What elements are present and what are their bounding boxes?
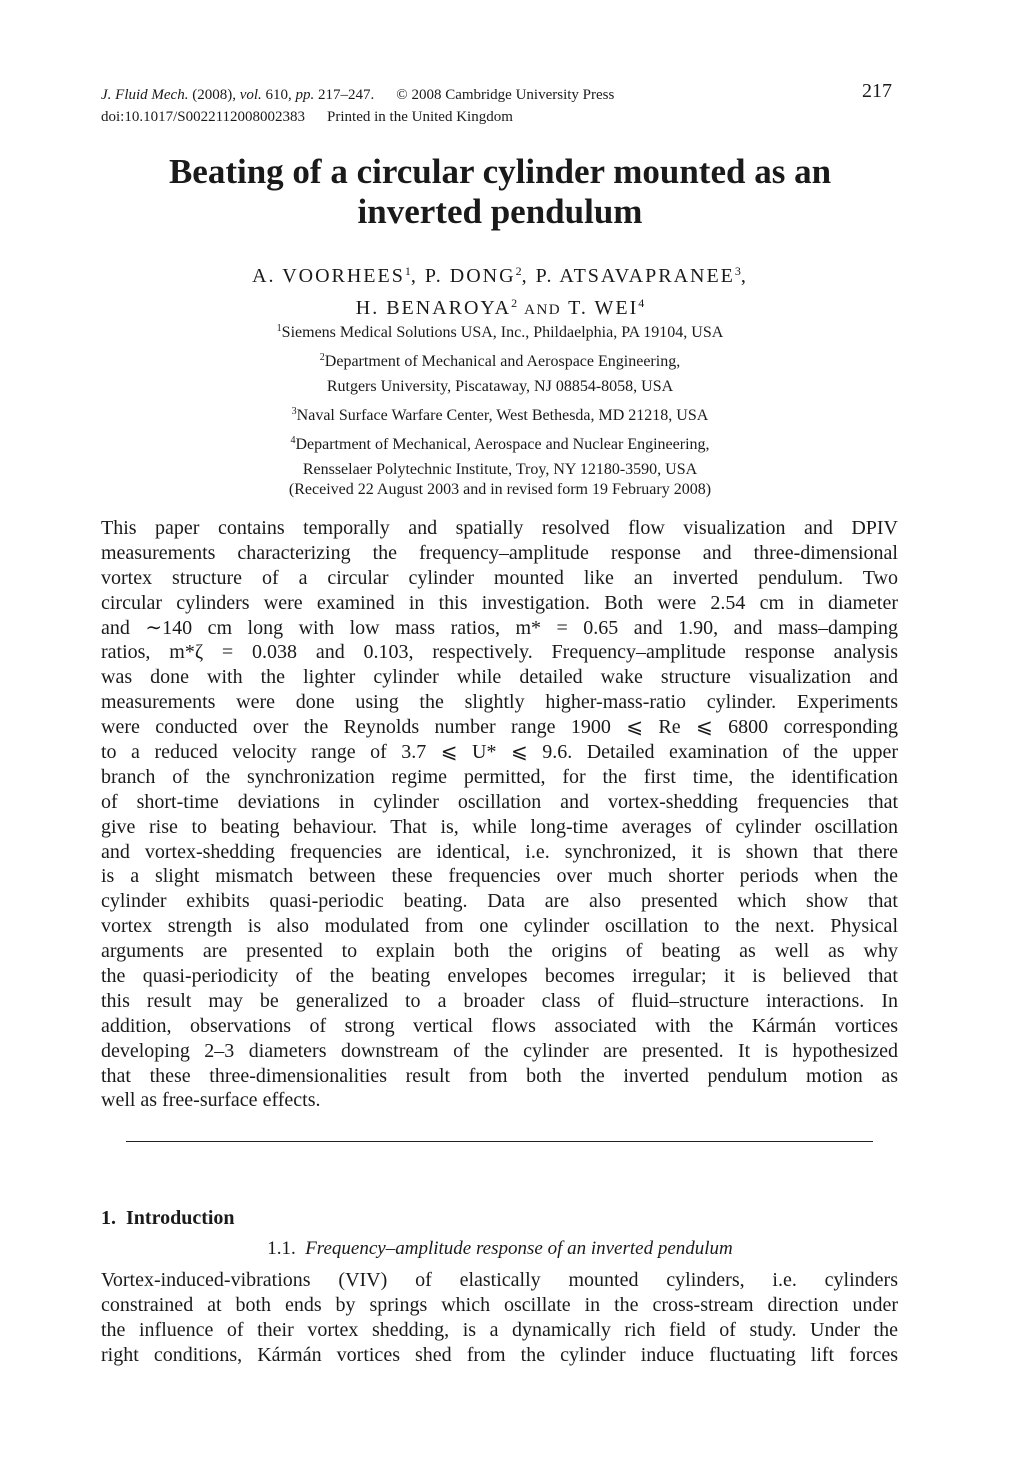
affiliation-line [101, 374, 899, 399]
author-line-1 [101, 258, 899, 290]
author-benaroya: H. BENAROYA [355, 297, 512, 319]
affil-mark: 3 [291, 406, 297, 417]
author-affil-mark: 1 [404, 264, 411, 278]
author-affil-mark: 4 [638, 296, 645, 310]
title-line-2: inverted pendulum [357, 192, 643, 231]
paper-title [101, 152, 899, 232]
author-list [101, 258, 899, 324]
author-atsavapranee: , P. ATSAVAPRANEE [521, 265, 735, 287]
abstract-line: ratios, m*ζ = 0.038 and 0.103, respectively. Frequency–amplitude response analysis [101, 641, 898, 664]
printed-notice: Printed in the United Kingdom [327, 109, 513, 125]
subsection-number: 1.1. [267, 1238, 296, 1259]
intro-line: right conditions, Kármán vortices shed from the cylinder induce fluctuating lift forces [101, 1343, 898, 1366]
affil-mark: 2 [319, 352, 325, 363]
intro-line: the influence of their vortex shedding, is a dynamically rich field of study. Under the [101, 1318, 898, 1341]
affil-text: Rutgers University, Piscataway, NJ 08854-8058, USA [326, 378, 674, 395]
abstract-line: addition, observations of strong vertical flows associated with the Kármán vortices [101, 1014, 898, 1037]
abstract-line: arguments are presented to explain both the origins of beating as well as why [101, 940, 898, 963]
author-affil-mark: 2 [511, 296, 518, 310]
abstract-line: vortex structure of a circular cylinder mounted like an inverted pendulum. Two [101, 566, 898, 589]
abstract-line: this result may be generalized to a broader class of fluid–structure interactions. In [101, 989, 898, 1012]
running-header [101, 84, 899, 128]
doi-line [101, 106, 899, 128]
abstract-line: developing 2–3 diameters downstream of the cylinder are presented. It is hypothesized [101, 1039, 898, 1062]
abstract-line: and ∼140 cm long with low mass ratios, m* = 0.65 and 1.90, and mass–damping [101, 616, 898, 639]
abstract-line: branch of the synchronization regime permitted, for the first time, the identification [101, 765, 898, 788]
volume-label: vol. [239, 87, 262, 103]
author-separator: , [740, 265, 748, 287]
affil-text: Rensselaer Polytechnic Institute, Troy, NY 12180-3590, USA [302, 461, 698, 478]
affil-mark: 4 [290, 435, 296, 446]
affil-mark: 1 [276, 323, 282, 334]
abstract-line: were conducted over the Reynolds number range 1900 ⩽ Re ⩽ 6800 corresponding [101, 716, 898, 739]
page-range: 217–247. [318, 87, 375, 103]
section-heading [101, 1206, 235, 1230]
section-number: 1. [101, 1207, 116, 1229]
page-number: 217 [862, 80, 892, 102]
affiliation-line [101, 399, 899, 428]
abstract-line: well as free-surface effects. [101, 1089, 321, 1112]
abstract-line: the quasi-periodicity of the beating envelopes becomes irregular; it is believed that [101, 965, 898, 988]
received-dates: (Received 22 August 2003 and in revised form 19 February 2008) [288, 481, 712, 498]
subsection-heading [101, 1237, 899, 1261]
title-line-1: Beating of a circular cylinder mounted as an [168, 152, 832, 191]
abstract-divider [126, 1141, 873, 1142]
abstract-line: measurements were done using the slightly higher-mass-ratio cylinder. Experiments [101, 691, 898, 714]
intro-line: constrained at both ends by springs which oscillate in the cross-stream direction under [101, 1293, 898, 1316]
section-title: Introduction [126, 1207, 235, 1229]
author-dong: , P. DONG [410, 265, 516, 287]
intro-line: Vortex-induced-vibrations (VIV) of elastically mounted cylinders, i.e. cylinders [101, 1269, 898, 1291]
doi: doi:10.1017/S0022112008002383 [101, 109, 306, 125]
abstract-line: give rise to beating behaviour. That is, while long-time averages of cylinder oscillation [101, 815, 898, 838]
abstract-line: vortex strength is also modulated from one cylinder oscillation to the next. Physical [101, 915, 898, 938]
affiliation-line [101, 428, 899, 457]
abstract [101, 516, 898, 1113]
abstract-line: was done with the lighter cylinder while detailed wake structure visualization and [101, 666, 898, 689]
citation-line [101, 84, 899, 106]
journal-year: (2008), [192, 87, 236, 103]
abstract-line: circular cylinders were examined in this investigation. Both were 2.54 cm in diameter [101, 591, 898, 614]
affil-text: Siemens Medical Solutions USA, Inc., Phildaelphia, PA 19104, USA [281, 324, 724, 341]
volume-number: 610, [265, 87, 292, 103]
abstract-line: of short-time deviations in cylinder oscillation and vortex-shedding frequencies that [101, 790, 898, 813]
author-affil-mark: 2 [515, 264, 522, 278]
author-voorhees: A. VOORHEES [252, 265, 405, 287]
abstract-line: measurements characterizing the frequency–amplitude response and three-dimensional [101, 541, 898, 564]
abstract-line: to a reduced velocity range of 3.7 ⩽ U* ⩽ 9.6. Detailed examination of the upper [101, 741, 898, 764]
journal-name: J. Fluid Mech. [101, 87, 189, 103]
abstract-line: is a slight mismatch between these frequencies over much shorter periods when the [101, 865, 898, 888]
copyright-notice: © 2008 Cambridge University Press [396, 87, 615, 103]
affil-text: Department of Mechanical, Aerospace and Nuclear Engineering, [295, 436, 710, 453]
affil-text: Department of Mechanical and Aerospace Engineering, [324, 353, 681, 370]
author-and: AND [524, 302, 562, 318]
affil-text: Naval Surface Warfare Center, West Bethesda, MD 21218, USA [296, 407, 709, 424]
affiliations [101, 316, 899, 482]
subsection-title: Frequency–amplitude response of an inverted pendulum [305, 1238, 733, 1259]
abstract-line: cylinder exhibits quasi-periodic beating. Data are also presented which show that [101, 890, 898, 913]
affiliation-line [101, 316, 899, 345]
author-affil-mark: 3 [734, 264, 741, 278]
abstract-line: and vortex-shedding frequencies are identical, i.e. synchronized, it is shown that there [101, 840, 898, 863]
abstract-line: This paper contains temporally and spatially resolved flow visualization and DPIV [101, 517, 898, 539]
abstract-line: that these three-dimensionalities result from both the inverted pendulum motion as [101, 1064, 898, 1087]
affiliation-line [101, 345, 899, 374]
introduction-paragraph [101, 1268, 898, 1368]
pages-label: pp. [295, 87, 315, 103]
author-wei: T. WEI [568, 297, 639, 319]
